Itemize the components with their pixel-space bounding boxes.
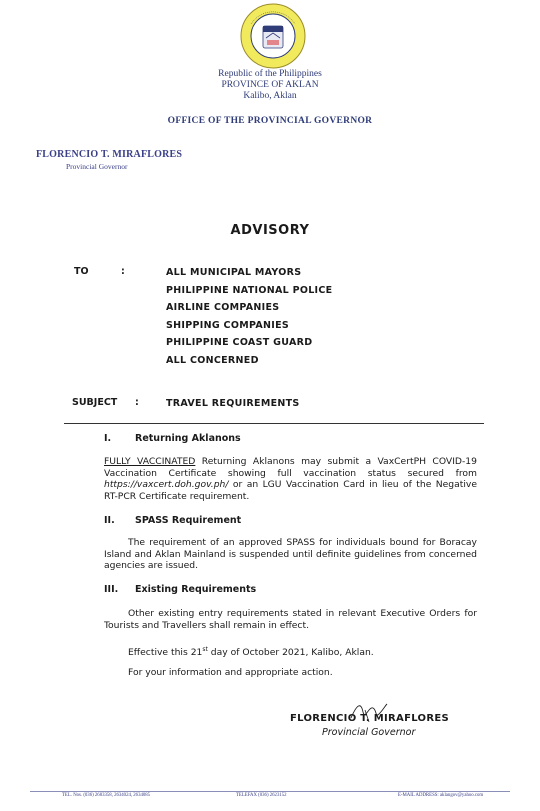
signatory-title: Provincial Governor [322, 727, 416, 738]
section-1-paragraph: FULLY VACCINATED Returning Aklanons may submit a VaxCertPH COVID-19 Vaccination Certificate showing full vaccination status secured from https://vaxcert.doh.gov.ph/ or an LGU Vaccination Card in lieu of the Negative RT-PCR Certificate requirement. [104, 456, 477, 502]
recipient-6: ALL CONCERNED [166, 355, 259, 366]
recipient-2: PHILIPPINE NATIONAL POLICE [166, 285, 333, 296]
subject-colon: : [135, 397, 139, 408]
fully-vaccinated-text: FULLY VACCINATED [104, 456, 196, 467]
office-heading: OFFICE OF THE PROVINCIAL GOVERNOR [167, 116, 373, 126]
province-line: PROVINCE OF AKLAN [221, 80, 319, 90]
vaxcert-link: https://vaxcert.doh.gov.ph/ [104, 479, 229, 490]
section-3-paragraph: Other existing entry requirements stated in relevant Executive Orders for Tourists and Travellers shall remain in effect. [104, 608, 477, 631]
to-label: TO [74, 266, 89, 277]
governor-name: FLORENCIO T. MIRAFLORES [36, 149, 183, 160]
signatory-name: FLORENCIO T. MIRAFLORES [290, 713, 449, 724]
section-3-number: III. [104, 584, 119, 595]
recipient-1: ALL MUNICIPAL MAYORS [166, 267, 302, 278]
closing-line: For your information and appropriate action. [128, 667, 333, 678]
to-colon: : [121, 266, 125, 277]
recipient-5: PHILIPPINE COAST GUARD [166, 337, 313, 348]
recipient-4: SHIPPING COMPANIES [166, 320, 290, 331]
subject-label: SUBJECT [72, 397, 118, 408]
footer-divider [30, 791, 510, 792]
recipient-3: AIRLINE COMPANIES [166, 302, 280, 313]
effective-date-line: Effective this 21st day of October 2021, Kalibo, Aklan. [128, 646, 374, 659]
advisory-title: ADVISORY [230, 223, 310, 238]
subject-divider [64, 423, 484, 424]
section-2-number: II. [104, 515, 115, 526]
section-3-title: Existing Requirements [135, 584, 257, 595]
footer [0, 793, 540, 805]
section-1-title: Returning Aklanons [135, 433, 241, 444]
provincial-seal-icon [239, 2, 307, 70]
republic-line: Republic of the Philippines [218, 69, 322, 79]
footer-telefax: TELEFAX (036) 2623152 [236, 793, 287, 798]
section-1-number: I. [104, 433, 112, 444]
city-line: Kalibo, Aklan [243, 91, 297, 101]
governor-title: Provincial Governor [66, 162, 128, 171]
subject-text: TRAVEL REQUIREMENTS [166, 398, 300, 409]
section-2-title: SPASS Requirement [135, 515, 242, 526]
section-2-paragraph: The requirement of an approved SPASS for individuals bound for Boracay Island and Aklan Mainland is suspended until definite guidelines from concerned agencies are issued. [104, 537, 477, 571]
footer-tel: TEL. Nos. (036) 2683358, 2634024, 2634085 [62, 793, 151, 798]
footer-email: E-MAIL ADDRESS: aklangov@yahoo.com [398, 793, 484, 798]
